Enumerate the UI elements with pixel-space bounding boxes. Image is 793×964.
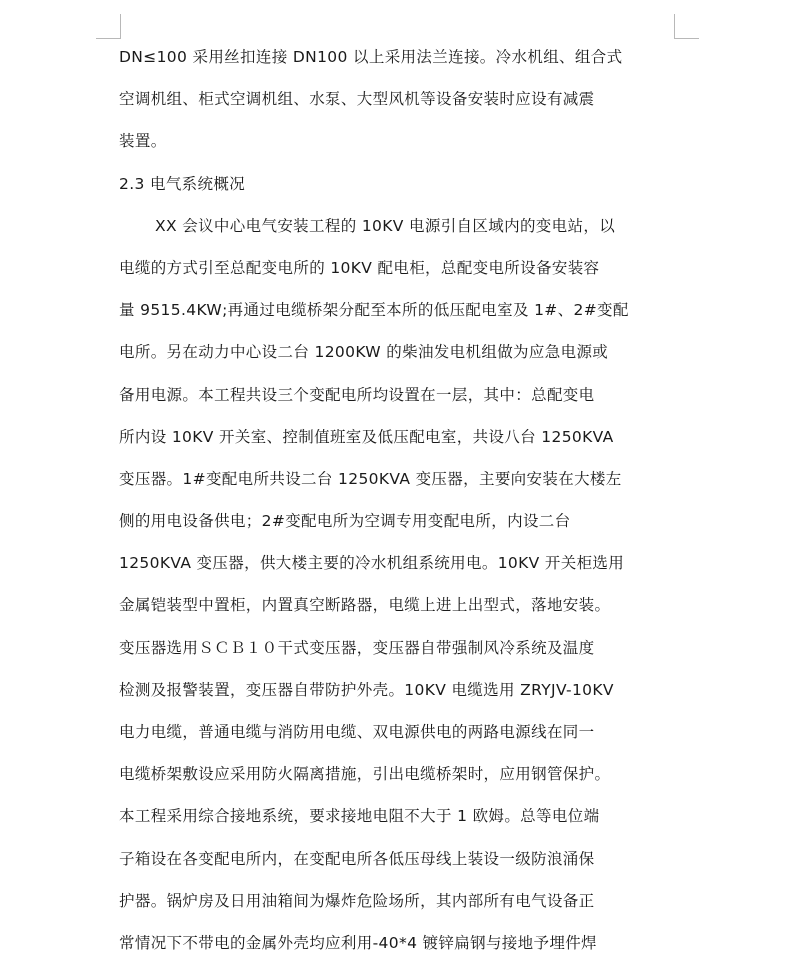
- body-text-line: 空调机组、柜式空调机组、水泵、大型风机等设备安装时应设有减震: [119, 90, 595, 109]
- document-body: [119, 36, 679, 964]
- body-text-line: 变压器选用ＳＣＢ１０干式变压器，变压器自带强制风冷系统及温度: [119, 638, 595, 657]
- section-heading: 2.3 电气系统概况: [119, 174, 246, 193]
- body-text-line: 电所。另在动力中心设二台 1200KW 的柴油发电机组做为应急电源或: [119, 343, 609, 362]
- body-text-line: 备用电源。本工程共设三个变配电所均设置在一层，其中：总配变电: [119, 385, 595, 404]
- top-left-crop-mark: [96, 14, 121, 39]
- body-text-line: 变压器。1#变配电所共设二台 1250KVA 变压器，主要向安装在大楼左: [119, 469, 622, 488]
- body-text-line: 电力电缆，普通电缆与消防用电缆、双电源供电的两路电源线在同一: [119, 723, 595, 741]
- body-text-line: 电缆桥架敷设应采用防火隔离措施，引出电缆桥架时，应用钢管保护。: [119, 765, 611, 784]
- body-text-line: 护器。锅炉房及日用油箱间为爆炸危险场所，其内部所有电气设备正: [119, 891, 595, 910]
- body-text-line: 子箱设在各变配电所内，在变配电所各低压母线上装设一级防浪涌保: [119, 849, 595, 868]
- body-text-line: 检测及报警装置，变压器自带防护外壳。10KV 电缆选用 ZRYJV-10KV: [119, 680, 614, 699]
- body-text-line: 侧的用电设备供电；2#变配电所为空调专用变配电所，内设二台: [119, 512, 571, 531]
- body-text-line: 金属铠装型中置柜，内置真空断路器，电缆上进上出型式，落地安装。: [119, 596, 611, 615]
- body-text-line: 量 9515.4KW;再通过电缆桥架分配至本所的低压配电室及 1#、2#变配: [119, 301, 629, 320]
- body-text-line: 装置。: [119, 132, 167, 151]
- body-text-line: DN≤100 采用丝扣连接 DN100 以上采用法兰连接。冷水机组、组合式: [119, 48, 623, 66]
- body-text-line: 电缆的方式引至总配变电所的 10KV 配电柜，总配变电所设备安装容: [119, 258, 600, 277]
- body-text-line: 所内设 10KV 开关室、控制值班室及低压配电室，共设八台 1250KVA: [119, 427, 614, 446]
- body-text-line: 本工程采用综合接地系统，要求接地电阻不大于 1 欧姆。总等电位端: [119, 807, 600, 826]
- body-text-line: 常情况下不带电的金属外壳均应利用-40*4 镀锌扁钢与接地予埋件焊: [119, 933, 597, 952]
- body-text-line: 1250KVA 变压器，供大楼主要的冷水机组系统用电。10KV 开关柜选用: [119, 554, 625, 573]
- paragraph-first-line: XX 会议中心电气安装工程的 10KV 电源引自区域内的变电站，以: [155, 216, 616, 235]
